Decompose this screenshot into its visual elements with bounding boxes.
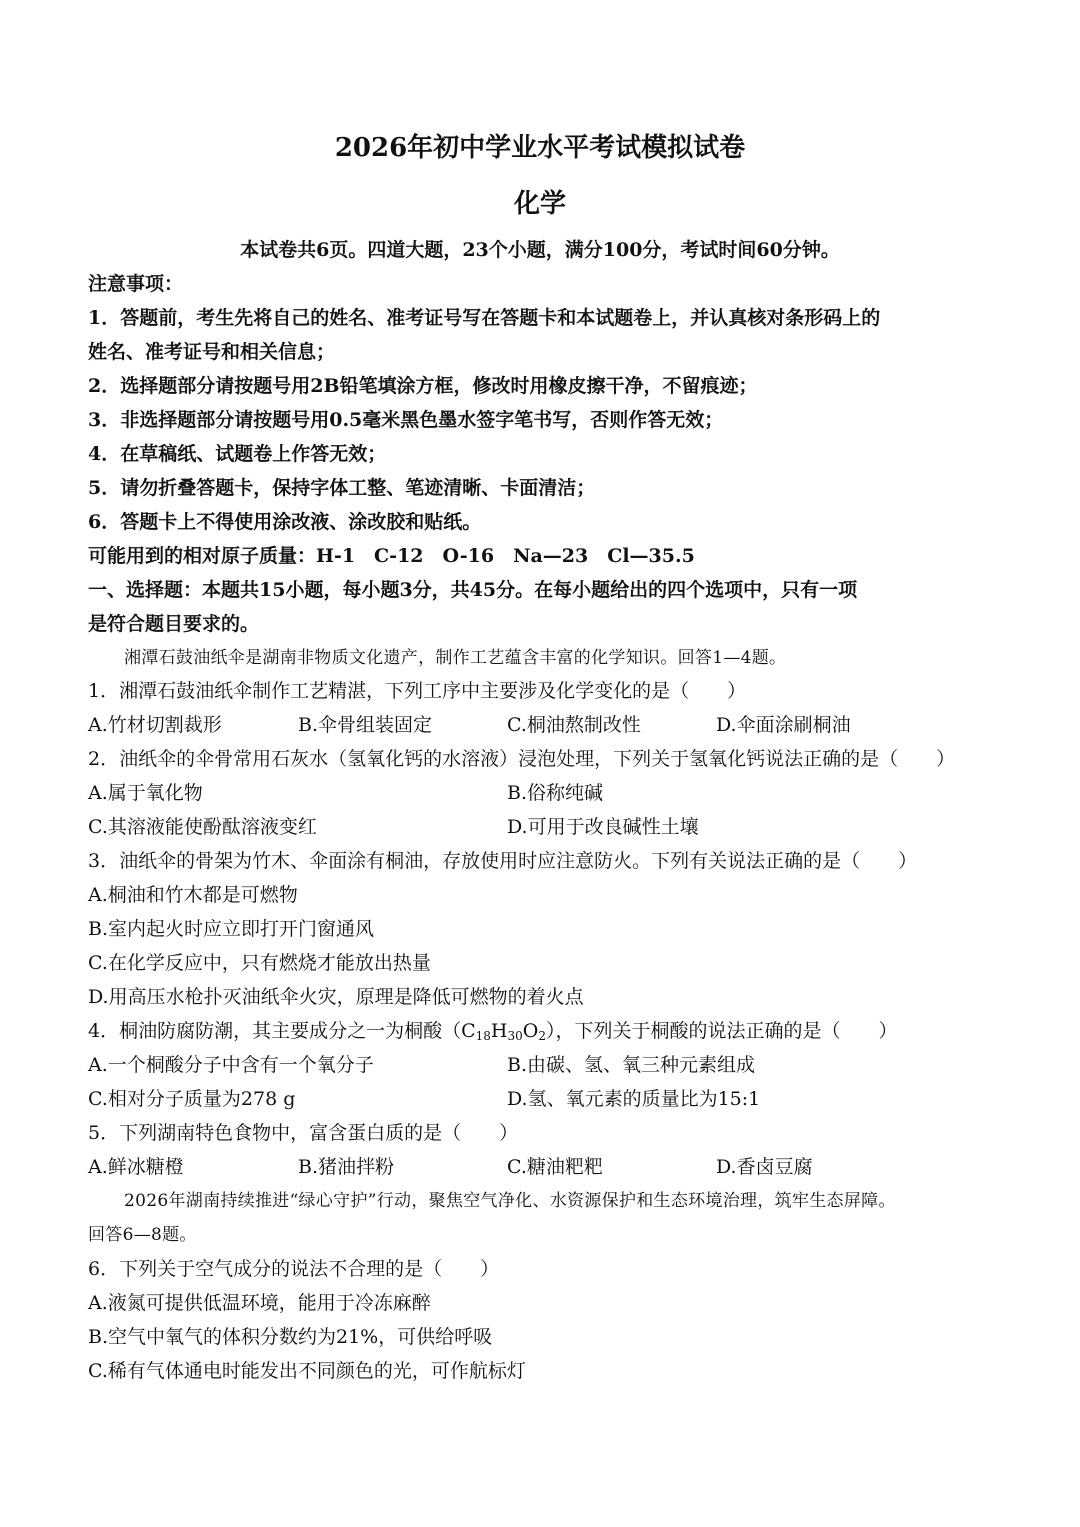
question-2-option-c: C.其溶液能使酚酞溶液变红 [88, 816, 317, 838]
atomic-masses: 可能用到的相对原子质量：H-1 C-12 O-16 Na—23 Cl—35.5 [88, 545, 695, 567]
formula-c: C [461, 1020, 476, 1042]
question-1-option-c: C.桐油熬制改性 [507, 714, 641, 736]
question-2-option-a: A.属于氧化物 [88, 782, 203, 804]
formula-o: O [522, 1020, 539, 1042]
note-item-5: 5．请勿折叠答题卡，保持字体工整、笔迹清晰、卡面清洁； [88, 477, 596, 499]
formula-h: H [490, 1020, 508, 1042]
question-3-option-c: C.在化学反应中，只有燃烧才能放出热量 [88, 952, 431, 974]
question-3-option-a: A.桐油和竹木都是可燃物 [88, 884, 298, 906]
question-2-stem: 2．油纸伞的伞骨常用石灰水（氢氧化钙的水溶液）浸泡处理，下列关于氢氧化钙说法正确的是（ ） [88, 748, 956, 770]
section-heading: 一、选择题：本题共15小题，每小题3分，共45分。在每小题给出的四个选项中，只有一项 [88, 579, 858, 601]
exam-title: 2026年初中学业水平考试模拟试卷 [334, 133, 746, 163]
exam-info: 本试卷共6页。四道大题，23个小题，满分100分，考试时间60分钟。 [240, 239, 840, 261]
question-4-option-b: B.由碳、氢、氧三种元素组成 [507, 1054, 756, 1076]
question-3-option-d: D.用高压水枪扑灭油纸伞火灾，原理是降低可燃物的着火点 [88, 986, 584, 1008]
note-item-4: 4．在草稿纸、试题卷上作答无效； [88, 443, 387, 465]
question-5-stem: 5．下列湖南特色食物中，富含蛋白质的是（ ） [88, 1122, 519, 1144]
question-4-option-c: C.相对分子质量为278 g [88, 1088, 296, 1110]
question-2-option-b: B.俗称纯碱 [507, 782, 604, 804]
subject-title: 化学 [513, 189, 566, 219]
note-item-2: 2．选择题部分请按题号用2B铅笔填涂方框，修改时用橡皮擦干净，不留痕迹； [88, 375, 758, 397]
question-1-stem: 1．湘潭石鼓油纸伞制作工艺精湛，下列工序中主要涉及化学变化的是（ ） [88, 680, 747, 702]
note-item-3: 3．非选择题部分请按题号用0.5毫米黑色墨水签字笔书写，否则作答无效； [88, 409, 724, 431]
question-2-option-d: D.可用于改良碱性土壤 [507, 816, 699, 838]
question-3-stem: 3．油纸伞的骨架为竹木、伞面涂有桐油，存放使用时应注意防火。下列有关说法正确的是（ ） [88, 850, 918, 872]
question-6-stem: 6．下列关于空气成分的说法不合理的是（ ） [88, 1258, 500, 1280]
question-4-stem-suffix: ），下列关于桐酸的说法正确的是（ ） [546, 1020, 898, 1042]
formula-h-subscript: 30 [507, 1029, 523, 1043]
question-1-option-b: B.伞骨组装固定 [298, 714, 433, 736]
note-item-1-cont: 姓名、准考证号和相关信息； [88, 341, 336, 363]
passage-2: 2026年湖南持续推进“绿心守护”行动，聚焦空气净化、水资源保护和生态环境治理，筑牢生态屏障。 [124, 1191, 896, 1211]
formula-o-subscript: 2 [538, 1029, 546, 1043]
section-heading-cont: 是符合题目要求的。 [88, 613, 260, 635]
question-5-option-d: D.香卤豆腐 [716, 1156, 813, 1178]
question-6-option-b: B.空气中氧气的体积分数约为21%，可供给呼吸 [88, 1326, 493, 1348]
note-item-6: 6．答题卡上不得使用涂改液、涂改胶和贴纸。 [88, 511, 482, 533]
question-4-stem-prefix: 4．桐油防腐防潮，其主要成分之一为桐酸（ [88, 1020, 462, 1042]
question-5-option-a: A.鲜冰糖橙 [88, 1156, 184, 1178]
question-3-option-b: B.室内起火时应立即打开门窗通风 [88, 918, 375, 940]
question-5-option-c: C.糖油粑粑 [507, 1156, 603, 1178]
question-1-option-d: D.伞面涂刷桐油 [716, 714, 851, 736]
notes-heading: 注意事项： [88, 273, 184, 295]
passage-2-cont: 回答6—8题。 [88, 1225, 197, 1245]
question-4-option-d: D.氢、氧元素的质量比为15:1 [507, 1088, 761, 1110]
note-item-1: 1．答题前，考生先将自己的姓名、准考证号写在答题卡和本试题卷上，并认真核对条形码上的 [88, 307, 881, 329]
question-1-option-a: A.竹材切割裁形 [88, 714, 222, 736]
formula-c-subscript: 18 [475, 1029, 491, 1043]
question-4-stem [88, 1014, 1008, 1048]
question-4-option-a: A.一个桐酸分子中含有一个氧分子 [88, 1054, 374, 1076]
question-6-option-a: A.液氮可提供低温环境，能用于冷冻麻醉 [88, 1292, 431, 1314]
passage-1: 湘潭石鼓油纸伞是湖南非物质文化遗产，制作工艺蕴含丰富的化学知识。回答1—4题。 [124, 648, 787, 668]
question-6-option-c: C.稀有气体通电时能发出不同颜色的光，可作航标灯 [88, 1360, 526, 1382]
question-5-option-b: B.猪油拌粉 [298, 1156, 395, 1178]
